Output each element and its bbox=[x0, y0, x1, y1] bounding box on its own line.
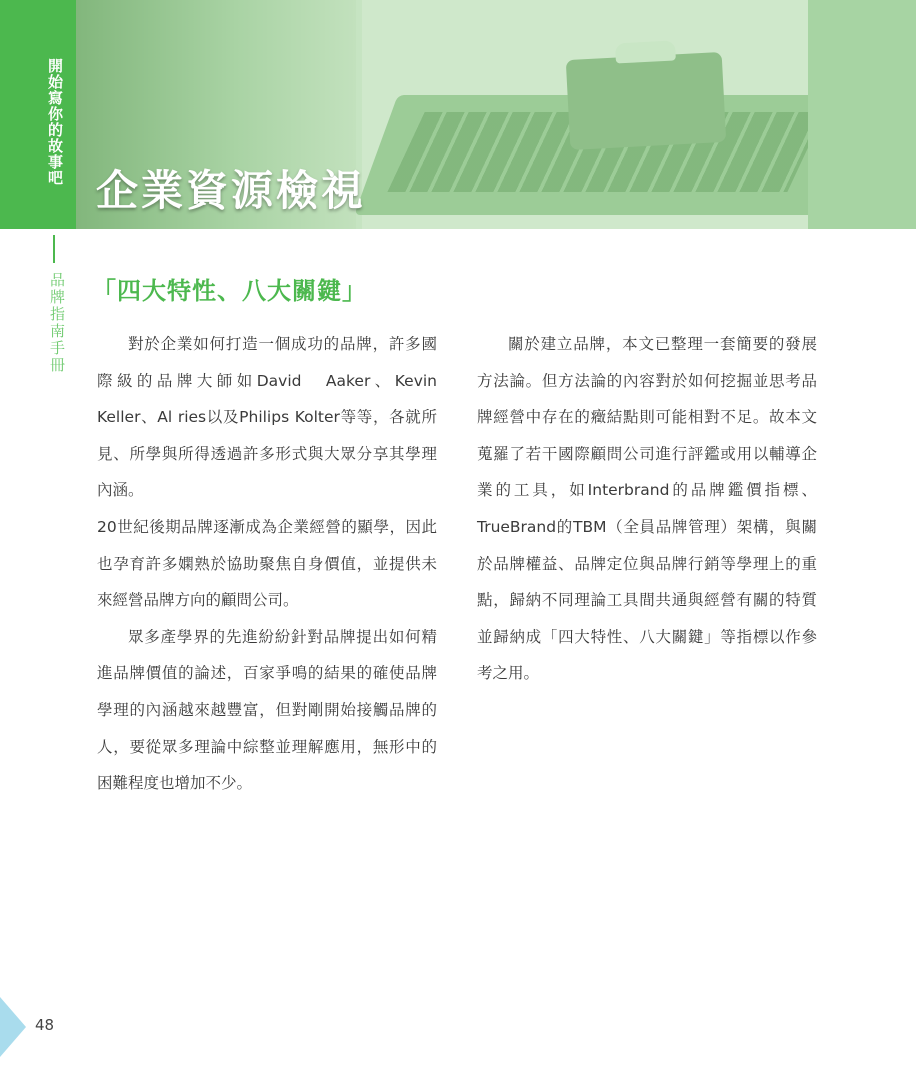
side-divider bbox=[53, 235, 55, 263]
paragraph: 對於企業如何打造一個成功的品牌，許多國際級的品牌大師如David Aaker、Kevin Keller、Al ries以及Philips Kolter等等，各就所見、所學與所得透過許多形式與大眾分享其學理內涵。 bbox=[97, 335, 437, 500]
left-column bbox=[97, 326, 437, 802]
gift-box-graphic bbox=[566, 52, 726, 150]
page-title: 企業資源檢視 bbox=[96, 166, 367, 215]
banner-panel-right bbox=[808, 0, 916, 229]
right-column bbox=[477, 326, 817, 692]
vertical-title: 開始寫你的故事吧 bbox=[46, 58, 64, 186]
paragraph: 20世紀後期品牌逐漸成為企業經營的顯學，因此也孕育許多嫻熟於協助聚焦自身價值，並提供未來經營品牌方向的顧問公司。 bbox=[97, 517, 437, 610]
paragraph: 關於建立品牌，本文已整理一套簡要的發展方法論。但方法論的內容對於如何挖掘並思考品牌經營中存在的癥結點則可能相對不足。故本文蒐羅了若干國際顧問公司進行評鑑或用以輔導企業的工具，如Interbrand的品牌鑑價指標、TrueBrand的TBM（全員品牌管理）架構，與關於品牌權益、品牌定位與品牌行銷等學理上的重點，歸納不同理論工具間共通與經營有關的特質並歸納成「四大特性、八大關鍵」等指標以作參考之用。 bbox=[477, 335, 817, 683]
page-number: 48 bbox=[35, 1016, 55, 1034]
section-heading: 「四大特性、八大關鍵」 bbox=[92, 277, 367, 305]
triangle-icon bbox=[0, 997, 26, 1057]
vertical-subtitle: 品牌指南手冊 bbox=[48, 272, 66, 374]
paragraph: 眾多產學界的先進紛紛針對品牌提出如何精進品牌價值的論述，百家爭鳴的結果的確使品牌學理的內涵越來越豐富，但對剛開始接觸品牌的人，要從眾多理論中綜整並理解應用，無形中的困難程度也增加不少。 bbox=[97, 627, 437, 793]
side-tab bbox=[0, 0, 76, 229]
